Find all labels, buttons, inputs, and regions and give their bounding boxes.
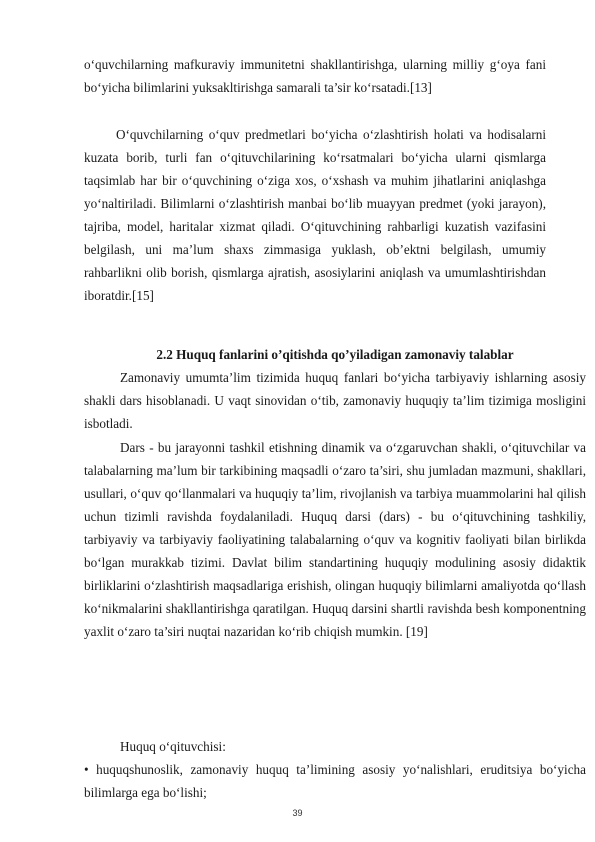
section-heading: 2.2 Huquq fanlarini o’qitishda qo’yiladigan zamonaviy talablar <box>156 347 514 362</box>
page-number: 39 <box>292 808 303 818</box>
paragraph-observation-method: O‘quvchilarning o‘quv predmetlari bo‘yicha o‘zlashtirish holati va hodisalarni kuzata borib, turli fan o‘qituvchilarining ko‘rsatmalari bo‘yicha ularni qismlarga taqsimlab har bir o‘quvchining o‘ziga xos, o‘xshash va muhim jihatlarini aniqlashga yo‘naltiriladi. Bilimlarni o‘zlashtirish manbai bo‘lib muayyan predmet (yoki jarayon), tajriba, model, haritalar xizmat qiladi. O‘qituvchining rahbarligi kuzatish vazifasini belgilash, uni ma’lum shaxs zimmasiga yuklash, ob’ektni belgilash, umumiy rahbarlikni olib borish, qismlarga ajratish, asosiylarini aniqlash va umumlashtirishdan iboratdir.[15] <box>84 127 546 303</box>
paragraph-lesson-form: Zamonaviy umumta’lim tizimida huquq fanlari bo‘yicha tarbiyaviy ishlarning asosiy shakli dars hisoblanadi. U vaqt sinovidan o‘tib, zamonaviy huquqiy ta’lim tizimiga mosligini isbotladi. <box>84 370 586 431</box>
paragraph-teacher-intro: Huquq o‘qituvchisi: <box>120 739 226 754</box>
paragraph-lesson-definition: Dars - bu jarayonni tashkil etishning dinamik va o‘zgaruvchan shakli, o‘qituvchilar va talabalarning ma’lum bir tarkibining maqsadli o‘zaro ta’siri, shu jumladan mazmuni, shakllari, usullari, o‘quv qo‘llanmalari va huquqiy ta’lim, rivojlanish va tarbiya muammolarini hal qilish uchun tizimli ravishda foydalaniladi. Huquq darsi (dars) - bu o‘qituvchining tashkiliy, tarbiyaviy va tarbiyaviy faoliyatining talabalarning o‘quv va kognitiv faoliyati bilan birlikda bo‘lgan murakkab tizimi. Davlat bilim standartining huquqiy modulining asosiy didaktik birliklarini o‘zlashtirish maqsadlariga erishish, olingan huquqiy bilimlarni amaliyotda qo‘llash ko‘nikmalarini shakllantirishga qaratilgan. Huquq darsini shartli ravishda besh komponentning yaxlit o‘zaro ta’siri nuqtai nazaridan ko‘rib chiqish mumkin. [19] <box>84 440 586 639</box>
list-item-bullet: • huquqshunoslik, zamonaviy huquq ta’limining asosiy yo‘nalishlari, eruditsiya bo‘yicha bilimlarga ega bo‘lishi; <box>84 762 586 800</box>
paragraph-intro-continuation: o‘quvchilarning mafkuraviy immunitetni shakllantirishga, ularning milliy g‘oya fani bo‘yicha bilimlarini yuksakltirishga samarali ta’sir ko‘rsatadi.[13] <box>84 57 546 95</box>
